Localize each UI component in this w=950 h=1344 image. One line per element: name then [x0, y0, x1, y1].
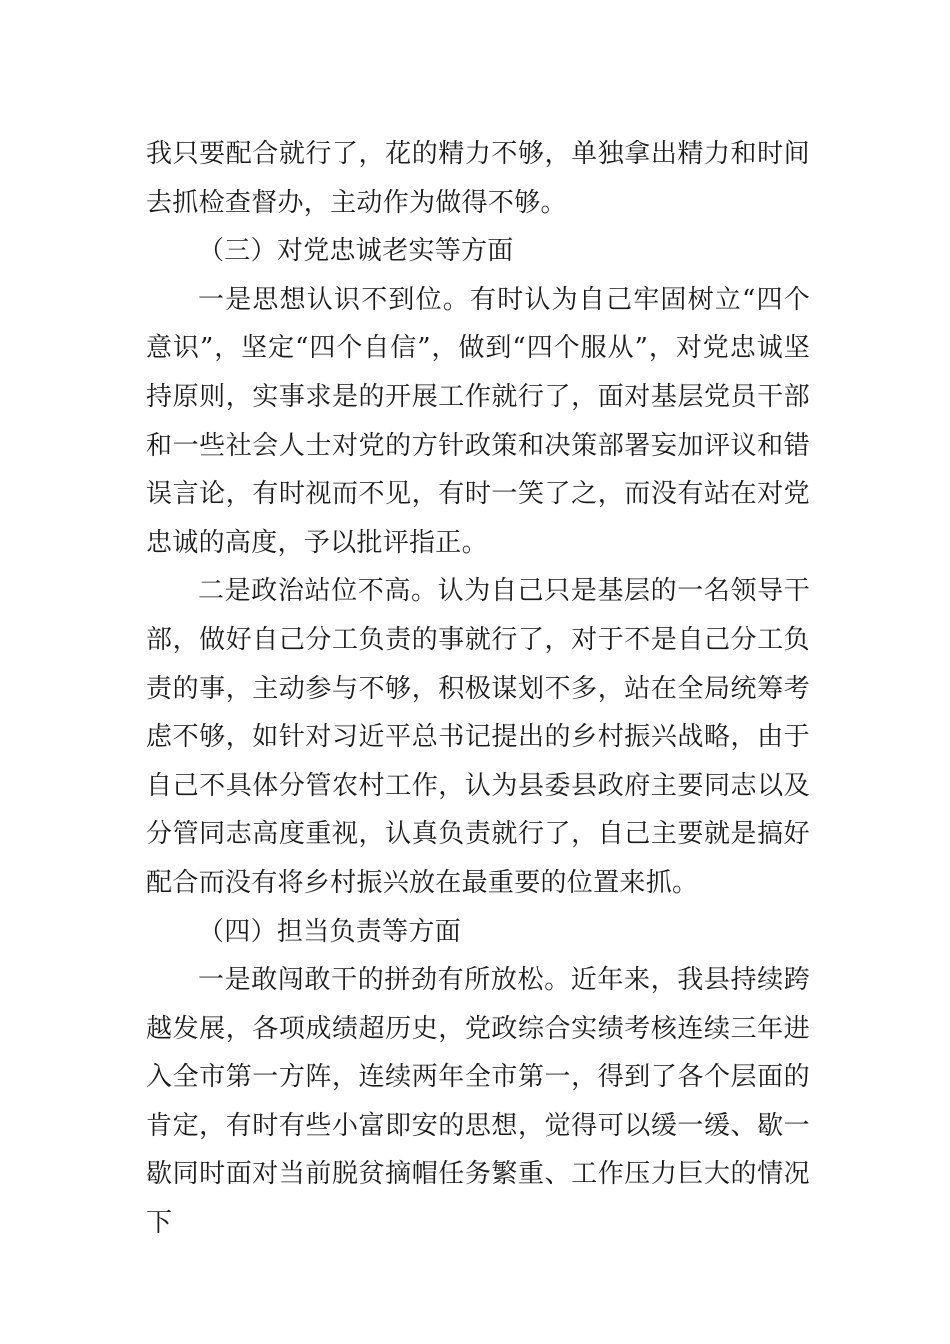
paragraph-political-stance: 二是政治站位不高。认为自己只是基层的一名领导干部，做好自己分工负责的事就行了，对于不是自己分工负责的事，主动参与不够，积极谋划不多，站在全局统筹考虑不够，如针对习近平总书记提出的乡村振兴战略，由于自己不具体分管农村工作，认为县委县政府主要同志以及分管同志高度重视，认真负责就行了，自己主要就是搞好配合而没有将乡村振兴放在最重要的位置来抓。: [146, 576, 810, 898]
section-heading-4: （四）担当负责等方面: [198, 916, 462, 947]
paragraph-continuation: 我只要配合就行了，花的精力不够，单独拿出精力和时间去抓检查督办，主动作为做得不够。: [146, 139, 810, 218]
paragraph-ideological-awareness: 一是思想认识不到位。有时认为自己牢固树立“四个意识”，坚定“四个自信”，做到“四个服从”，对党忠诚坚持原则，实事求是的开展工作就行了，面对基层党员干部和一些社会人士对党的方针政策和决策部署妄加评议和错误言论，有时视而不见，有时一笑了之，而没有站在对党忠诚的高度，予以批评指正。: [146, 284, 810, 558]
section-heading-3: （三）对党忠诚老实等方面: [198, 236, 514, 267]
document-body: [146, 130, 810, 1248]
paragraph-daring-spirit: 一是敢闯敢干的拼劲有所放松。近年来，我县持续跨越发展，各项成绩超历史，党政综合实绩考核连续三年进入全市第一方阵，连续两年全市第一，得到了各个层面的肯定，有时有些小富即安的思想，觉得可以缓一缓、歇一歇同时面对当前脱贫摘帽任务繁重、工作压力巨大的情况下: [146, 965, 810, 1239]
